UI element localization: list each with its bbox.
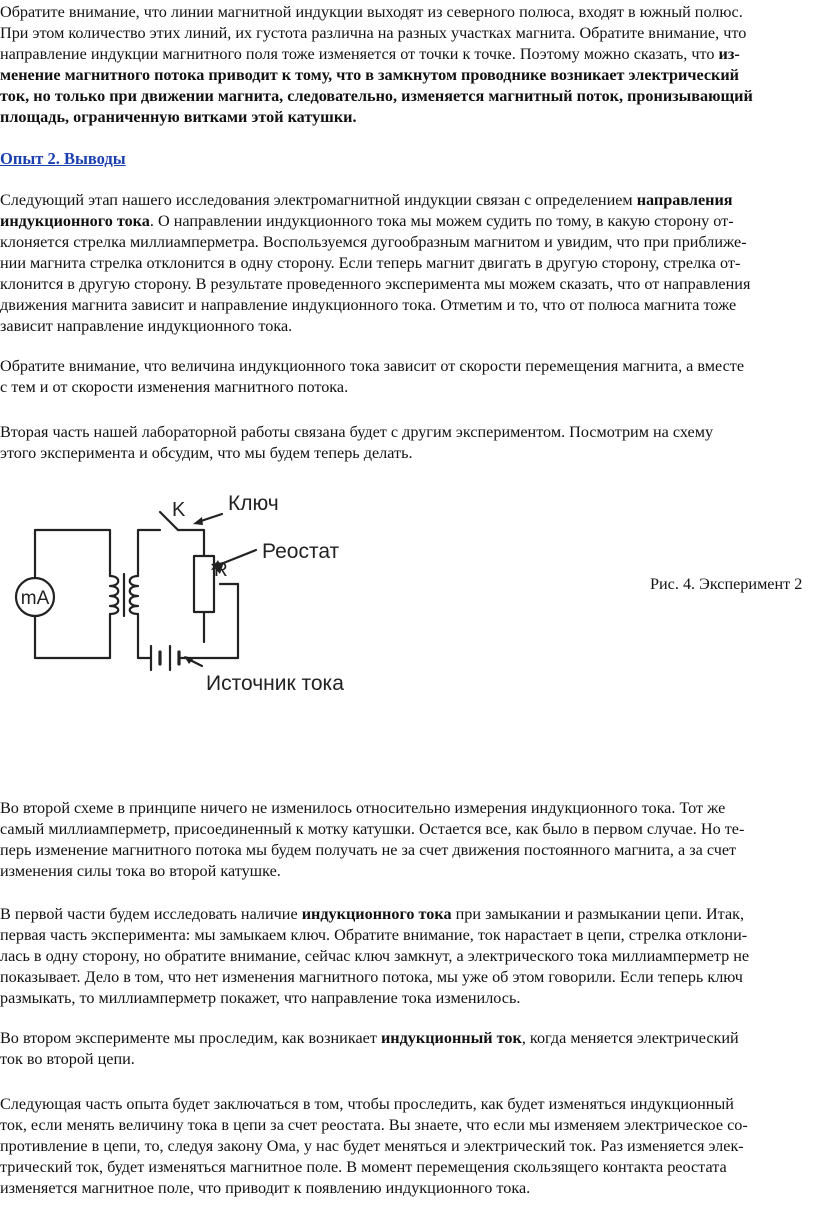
text-line: этого эксперимента и обсудим, что мы будем теперь делать. <box>0 444 413 462</box>
source-label: Источник тока <box>206 672 344 695</box>
text-line: перь изменение магнитного потока мы будем получать не за счет движения постоянного магнита, а за счет <box>0 841 737 859</box>
text-line: При этом количество этих линий, их густота различна на разных участках магнита. Обратите внимание, что <box>0 24 747 42</box>
bold-text: направления <box>636 191 733 209</box>
paragraph-second-experiment <box>0 1028 816 1070</box>
bold-text: индукционного тока <box>0 212 150 230</box>
text-line <box>0 904 816 925</box>
text-run: при замыкании и размыкании цепи. Итак, <box>451 905 745 923</box>
bold-text: индукционного тока <box>301 905 452 923</box>
text-line: ток, если менять величину тока в цепи за счет реостата. Вы знаете, что если мы изменяем электрическое со- <box>0 1116 748 1134</box>
section-heading <box>0 148 816 170</box>
paragraph-second-scheme <box>0 798 816 882</box>
bold-text: из- <box>718 45 740 63</box>
text-run: Следующий этап нашего исследования электромагнитной индукции связан с определением <box>0 191 637 209</box>
heading-link-experiment-2[interactable]: Опыт 2. Выводы <box>0 149 126 168</box>
text-line: нии магнита стрелка отклонится в одну сторону. Если теперь магнит двигать в другую сторону, стрелка от- <box>0 254 741 272</box>
text-line: клонится в другую сторону. В результате проведенного эксперимента мы можем сказать, что от направления <box>0 275 751 293</box>
text-line: клоняется стрелка миллиамперметра. Воспользуемся дугообразным магнитом и увидим, что при приближе- <box>0 233 747 251</box>
text-run: Во втором эксперименте мы проследим, как возникает <box>0 1029 381 1047</box>
paragraph-current-magnitude <box>0 356 816 398</box>
text-line: показывает. Дело в том, что нет изменения магнитного потока, мы уже об этом говорили. Если теперь ключ <box>0 968 743 986</box>
key-letter: K <box>172 499 186 521</box>
text-line: движения магнита зависит и направление индукционного тока. Отметим и то, что от полюса магнита тоже <box>0 296 737 314</box>
text-line: трический ток, будет изменяться магнитное поле. В момент перемещения скользящего контакта реостата <box>0 1158 727 1176</box>
text-line: изменения силы тока во второй катушке. <box>0 862 281 880</box>
circuit-diagram <box>0 482 362 704</box>
text-line: размыкать, то миллиамперметр покажет, что направление тока изменилось. <box>0 989 521 1007</box>
figure-caption: Рис. 4. Эксперимент 2 <box>650 575 803 593</box>
text-line: Следующая часть опыта будет заключаться в том, чтобы проследить, как будет изменяться индукционный <box>0 1095 734 1113</box>
bold-text: менение магнитного потока приводит к тому, что в замкнутом проводнике возникает электрический <box>0 66 739 84</box>
text-line: с тем и от скорости изменения магнитного потока. <box>0 378 349 396</box>
text-line: противление в цепи, то, следуя закону Ома, у нас будет меняться и электрический ток. Раз изменяется элек- <box>0 1137 744 1155</box>
text-line: Во второй схеме в принципе ничего не изменилось относительно измерения индукционного тока. Тот же <box>0 799 726 817</box>
key-label: Ключ <box>228 492 279 515</box>
text-line: самый миллиамперметр, присоединенный к мотку катушки. Остается все, как было в первом случае. Но те- <box>0 820 745 838</box>
text-run: , когда меняется электрический <box>521 1029 739 1047</box>
text-line: Обратите внимание, что линии магнитной индукции выходят из северного полюса, входят в южный полюс. <box>0 3 743 21</box>
text-run: . О направлении индукционного тока мы можем судить по тому, в какую сторону от- <box>149 212 734 230</box>
paragraph-induction-direction <box>0 190 816 337</box>
text-run: направление индукции магнитного поля тоже изменяется от точки к точке. Поэтому можно сказать, что <box>0 45 719 63</box>
bold-text: индукционный ток <box>380 1029 522 1047</box>
text-line <box>0 190 816 211</box>
text-line: лась в одну сторону, но обратите внимание, сейчас ключ замкнут, а электрического тока миллиамперметр не <box>0 947 750 965</box>
paragraph-closing-opening <box>0 904 816 1009</box>
text-run: В первой части будем исследовать наличие <box>0 905 302 923</box>
text-line: Обратите внимание, что величина индукционного тока зависит от скорости перемещения магнита, а вместе <box>0 357 745 375</box>
text-line <box>0 211 816 232</box>
bold-text: ток, но только при движении магнита, следовательно, изменяется магнитный поток, пронизывающий <box>0 87 753 105</box>
paragraph-rheostat <box>0 1094 816 1199</box>
resistor-letter: R <box>214 560 228 581</box>
text-line: изменяется магнитное поле, что приводит к появлению индукционного тока. <box>0 1179 531 1197</box>
rheostat-label: Реостат <box>262 540 340 563</box>
text-line: ток во второй цепи. <box>0 1050 135 1068</box>
meter-label: mA <box>20 588 50 609</box>
paragraph-magnetic-lines <box>0 2 816 128</box>
text-line: первая часть эксперимента: мы замыкаем ключ. Обратите внимание, ток нарастает в цепи, стрелка отклони- <box>0 926 748 944</box>
paragraph-second-part <box>0 422 816 464</box>
text-line <box>0 1028 816 1049</box>
text-line <box>0 44 816 65</box>
rheostat-body <box>194 556 214 612</box>
text-line: зависит направление индукционного тока. <box>0 317 293 335</box>
text-line: Вторая часть нашей лабораторной работы связана будет с другим экспериментом. Посмотрим на схему <box>0 423 714 441</box>
bold-text: площадь, ограниченную витками этой катушки. <box>0 108 357 126</box>
